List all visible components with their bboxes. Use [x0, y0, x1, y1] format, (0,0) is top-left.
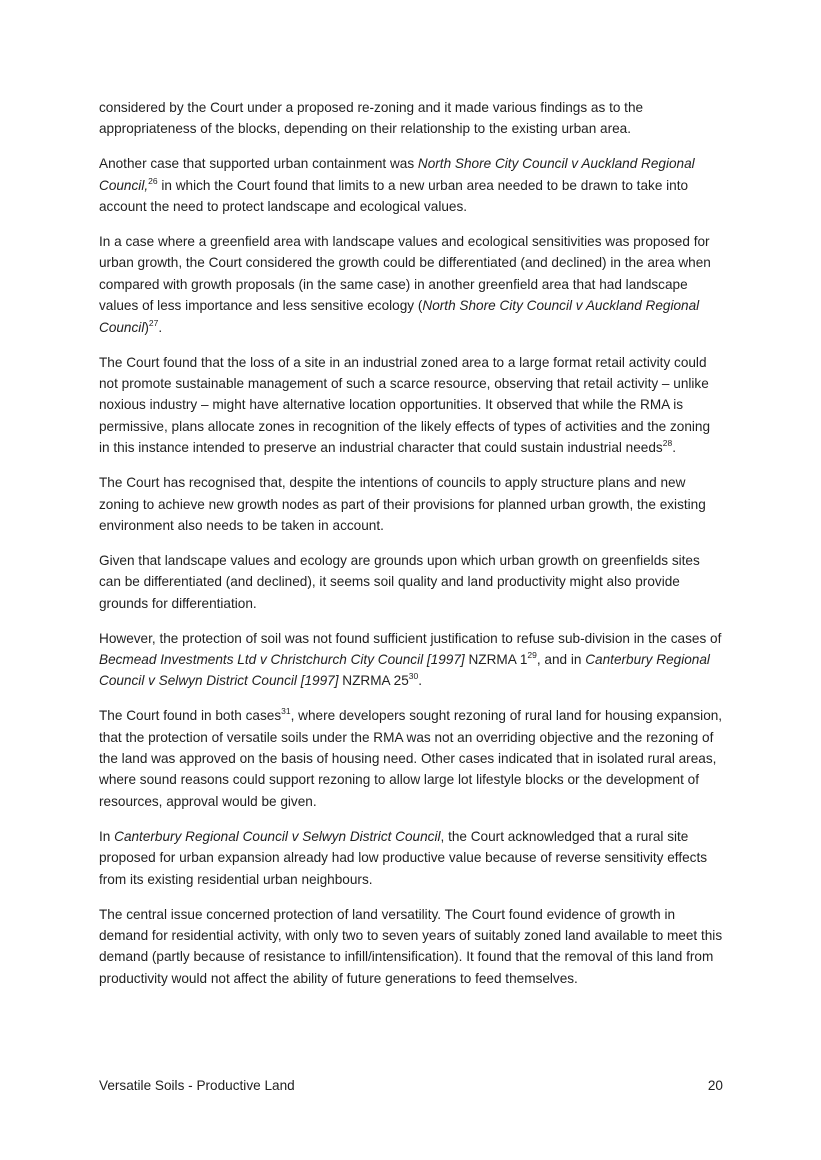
paragraph	[99, 705, 723, 812]
text-run: .	[158, 319, 163, 335]
case-citation: Canterbury Regional Council v Selwyn District Council	[114, 828, 441, 844]
text-run: .	[672, 440, 676, 456]
footnote-ref: 26	[148, 175, 158, 186]
paragraph	[99, 550, 723, 614]
paragraph	[99, 231, 723, 338]
text-run: However, the protection of soil was not found sufficient justification to refuse sub-division in the cases of	[99, 630, 722, 646]
footnote-ref: 31	[281, 706, 291, 717]
paragraph	[99, 628, 723, 692]
document-body	[99, 97, 723, 1003]
text-run: in which the Court found that limits to a new urban area needed to be drawn to take into account the need to protect landscape and ecological values.	[99, 177, 689, 215]
footnote-ref: 29	[527, 649, 537, 660]
paragraph	[99, 352, 723, 459]
text-run: )	[144, 319, 149, 335]
text-run: The Court found in both cases	[99, 708, 282, 724]
text-run: , the Court acknowledged that a rural site proposed for urban expansion already had low productive value because of reverse sensitivity effects from its existing residential urban neighbours.	[99, 828, 708, 887]
paragraph	[99, 472, 723, 536]
footnote-ref: 28	[662, 438, 673, 449]
paragraph	[99, 904, 723, 990]
page-number: 20	[707, 1078, 723, 1093]
paragraph	[99, 97, 723, 140]
footnote-ref: 30	[408, 671, 419, 682]
paragraph	[99, 153, 723, 217]
text-run: The Court has recognised that, despite the intentions of councils to apply structure plans and new zoning to achieve new growth nodes as part of their provisions for planned urban growth, the existing environment also needs to be taken in account.	[99, 475, 706, 533]
text-run: Another case that supported urban containment was	[99, 156, 418, 172]
case-citation: North Shore City Council v Auckland Regional Council	[99, 298, 700, 335]
page-footer	[99, 1076, 723, 1096]
paragraph	[99, 826, 723, 890]
case-citation: North Shore City Council v Auckland Regional Council,	[99, 156, 695, 193]
text-run: NZRMA 25	[338, 673, 409, 689]
text-run: , and in	[536, 651, 586, 667]
text-run: The Court found that the loss of a site in an industrial zoned area to a large format retail activity could not promote sustainable management of such a scarce resource, observing that retail activity – unlike noxious industry – might have alternative location opportunities. It observed that while the RMA is permissive, plans allocate zones in recognition of the likely effects of types of activities and the zoning in this instance intended to preserve an industrial character that could sustain industrial needs	[99, 354, 711, 456]
text-run: .	[418, 673, 423, 689]
case-citation: Canterbury Regional Council v Selwyn District Council [1997]	[99, 651, 710, 689]
text-run: In	[99, 828, 115, 844]
text-run: Given that landscape values and ecology are grounds upon which urban growth on greenfields sites can be differentiated (and declined), it seems soil quality and land productivity might also provide grounds for differentiation.	[99, 552, 700, 611]
text-run: NZRMA 1	[464, 651, 528, 667]
footnote-ref: 27	[148, 317, 159, 328]
text-run: The central issue concerned protection of land versatility. The Court found evidence of growth in demand for residential activity, with only two to seven years of suitably zoned land available to meet this demand (partly because of resistance to infill/intensification). It found that the removal of this land from productivity would not affect the ability of future generations to feed themselves.	[99, 906, 723, 986]
text-run: , where developers sought rezoning of rural land for housing expansion, that the protection of versatile soils under the RMA was not an overriding objective and the rezoning of the land was approved on the basis of housing need. Other cases indicated that in isolated rural areas, where sound reasons could support rezoning to allow large lot lifestyle blocks or the development of resources, approval would be given.	[99, 708, 723, 809]
text-run: In a case where a greenfield area with landscape values and ecological sensitivities was proposed for urban growth, the Court considered the growth could be differentiated (and declined) in the area when compared with growth proposals (in the same case) in another greenfield area that had landscape values of less importance and less sensitive ecology (	[99, 234, 711, 314]
footer-title: Versatile Soils - Productive Land	[99, 1078, 295, 1093]
case-citation: Becmead Investments Ltd v Christchurch City Council [1997]	[99, 651, 465, 667]
text-run: considered by the Court under a proposed re-zoning and it made various findings as to the appropriateness of the blocks, depending on their relationship to the existing urban area.	[99, 100, 644, 137]
